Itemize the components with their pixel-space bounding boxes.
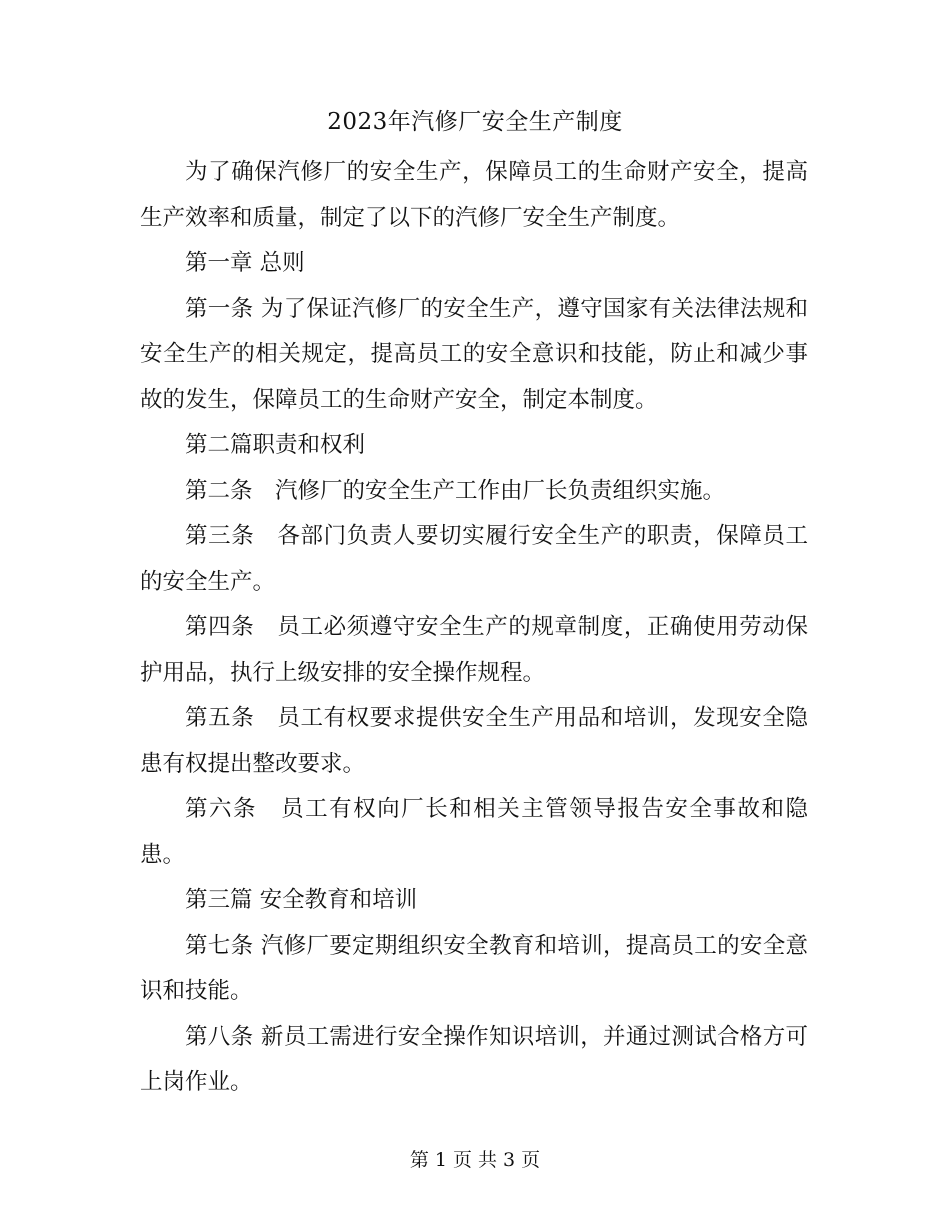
article-3-paragraph: 第三条 各部门负责人要切实履行安全生产的职责，保障员工的安全生产。 bbox=[140, 523, 808, 595]
document-body bbox=[140, 150, 808, 1106]
article-4-paragraph: 第四条 员工必须遵守安全生产的规章制度，正确使用劳动保护用品，执行上级安排的安全操作规程。 bbox=[140, 614, 808, 686]
article-8-paragraph: 第八条 新员工需进行安全操作知识培训，并通过测试合格方可上岗作业。 bbox=[140, 1023, 808, 1095]
article-5-paragraph: 第五条 员工有权要求提供安全生产用品和培训，发现安全隐患有权提出整改要求。 bbox=[140, 705, 808, 777]
article-2-paragraph: 第二条 汽修厂的安全生产工作由厂长负责组织实施。 bbox=[185, 477, 726, 504]
section-heading-duties-rights: 第二篇职责和权利 bbox=[185, 432, 366, 458]
chapter-heading-general: 第一章 总则 bbox=[185, 250, 305, 276]
page-number-footer: 第 1 页 共 3 页 bbox=[409, 1149, 541, 1171]
section-heading-education-training: 第三篇 安全教育和培训 bbox=[185, 887, 418, 913]
article-6-paragraph: 第六条 员工有权向厂长和相关主管领导报告安全事故和隐患。 bbox=[140, 796, 808, 868]
document-title: 2023年汽修厂安全生产制度 bbox=[327, 109, 623, 135]
article-1-paragraph: 第一条 为了保证汽修厂的安全生产，遵守国家有关法律法规和安全生产的相关规定，提高员工的安全意识和技能，防止和减少事故的发生，保障员工的生命财产安全，制定本制度。 bbox=[140, 295, 808, 413]
intro-paragraph: 为了确保汽修厂的安全生产，保障员工的生命财产安全，提高生产效率和质量，制定了以下的汽修厂安全生产制度。 bbox=[140, 159, 808, 231]
article-7-paragraph: 第七条 汽修厂要定期组织安全教育和培训，提高员工的安全意识和技能。 bbox=[140, 932, 808, 1004]
